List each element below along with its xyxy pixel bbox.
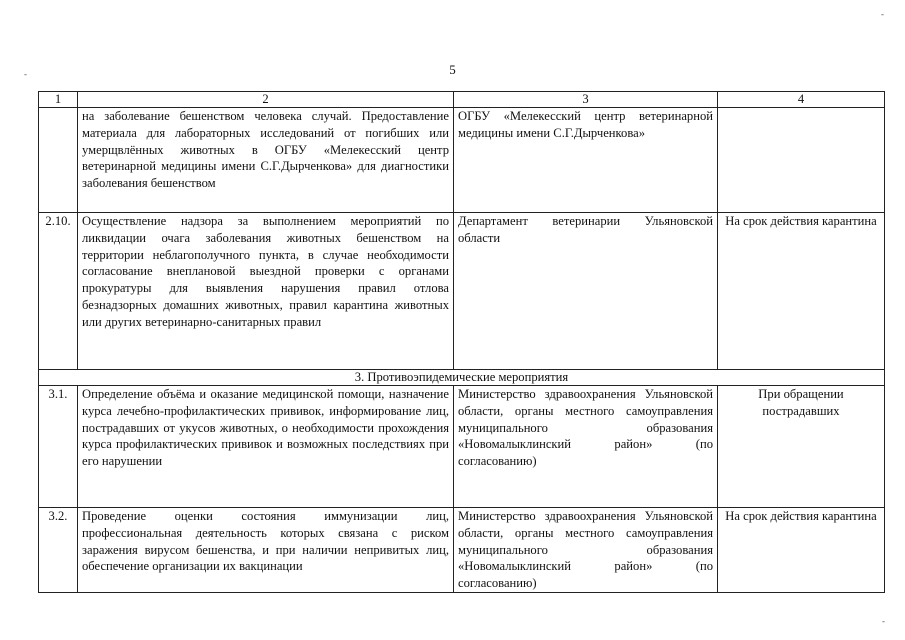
- measure-text: на заболевание бешенством человека случай. Предоставление материала для лабораторных исследований от погибших или умерщвлённых животных в ОГБУ «Мелекесский центр ветеринарной медицины имени С.Г.Дырченкова» для диагностики заболевания бешенством: [78, 108, 454, 213]
- executor-text: Министерство здравоохранения Ульяновской области, органы местного самоуправления муниципального образования «Новомалыклинский район» (по согласованию): [454, 508, 718, 593]
- scan-mark-bottom-right: -: [882, 616, 885, 626]
- row-number: 3.1.: [39, 386, 78, 508]
- executor-text: ОГБУ «Мелекесский центр ветеринарной медицины имени С.Г.Дырченкова»: [454, 108, 718, 213]
- term-text: На срок действия карантина: [718, 213, 885, 370]
- measure-text: Осуществление надзора за выполнением мероприятий по ликвидации очага заболевания животных бешенством на территории неблагополучного пункта, в случае необходимости согласование внеплановой выездной проверки с органами прокуратуры для выявления нарушения правил отлова безнадзорных домашних животных, правил карантина животных или других ветеринарно-санитарных правил: [78, 213, 454, 370]
- column-header-2: 2: [78, 92, 454, 108]
- term-text: При обращении пострадавших: [718, 386, 885, 508]
- column-header-1: 1: [39, 92, 78, 108]
- table-row: [39, 386, 885, 508]
- executor-text: Департамент ветеринарии Ульяновской области: [454, 213, 718, 370]
- measures-table: [38, 91, 885, 593]
- table-row: [39, 108, 885, 213]
- section-title: 3. Противоэпидемические мероприятия: [39, 370, 885, 386]
- table-row: [39, 213, 885, 370]
- row-number: 2.10.: [39, 213, 78, 370]
- term-text: [718, 108, 885, 213]
- row-number: [39, 108, 78, 213]
- executor-text: Министерство здравоохранения Ульяновской области, органы местного самоуправления муниципального образования «Новомалыклинский район» (по согласованию): [454, 386, 718, 508]
- column-header-3: 3: [454, 92, 718, 108]
- measure-text: Проведение оценки состояния иммунизации лиц, профессиональная деятельность которых связана с риском заражения вирусом бешенства, и при наличии непривитых лиц, обеспечение организации их вакцинации: [78, 508, 454, 593]
- row-number: 3.2.: [39, 508, 78, 593]
- column-header-4: 4: [718, 92, 885, 108]
- table-header-row: [39, 92, 885, 108]
- table-row: [39, 508, 885, 593]
- scan-mark-left: -: [24, 69, 27, 79]
- section-header-row: [39, 370, 885, 386]
- page-number: 5: [449, 62, 456, 77]
- scan-mark-top-right: -: [881, 9, 884, 19]
- term-text: На срок действия карантина: [718, 508, 885, 593]
- measure-text: Определение объёма и оказание медицинской помощи, назначение курса лечебно-профилактических прививок, информирование лиц, пострадавших от укусов животных, о необходимости прохождения курса профилактических прививок и возможных последствиях при его нарушении: [78, 386, 454, 508]
